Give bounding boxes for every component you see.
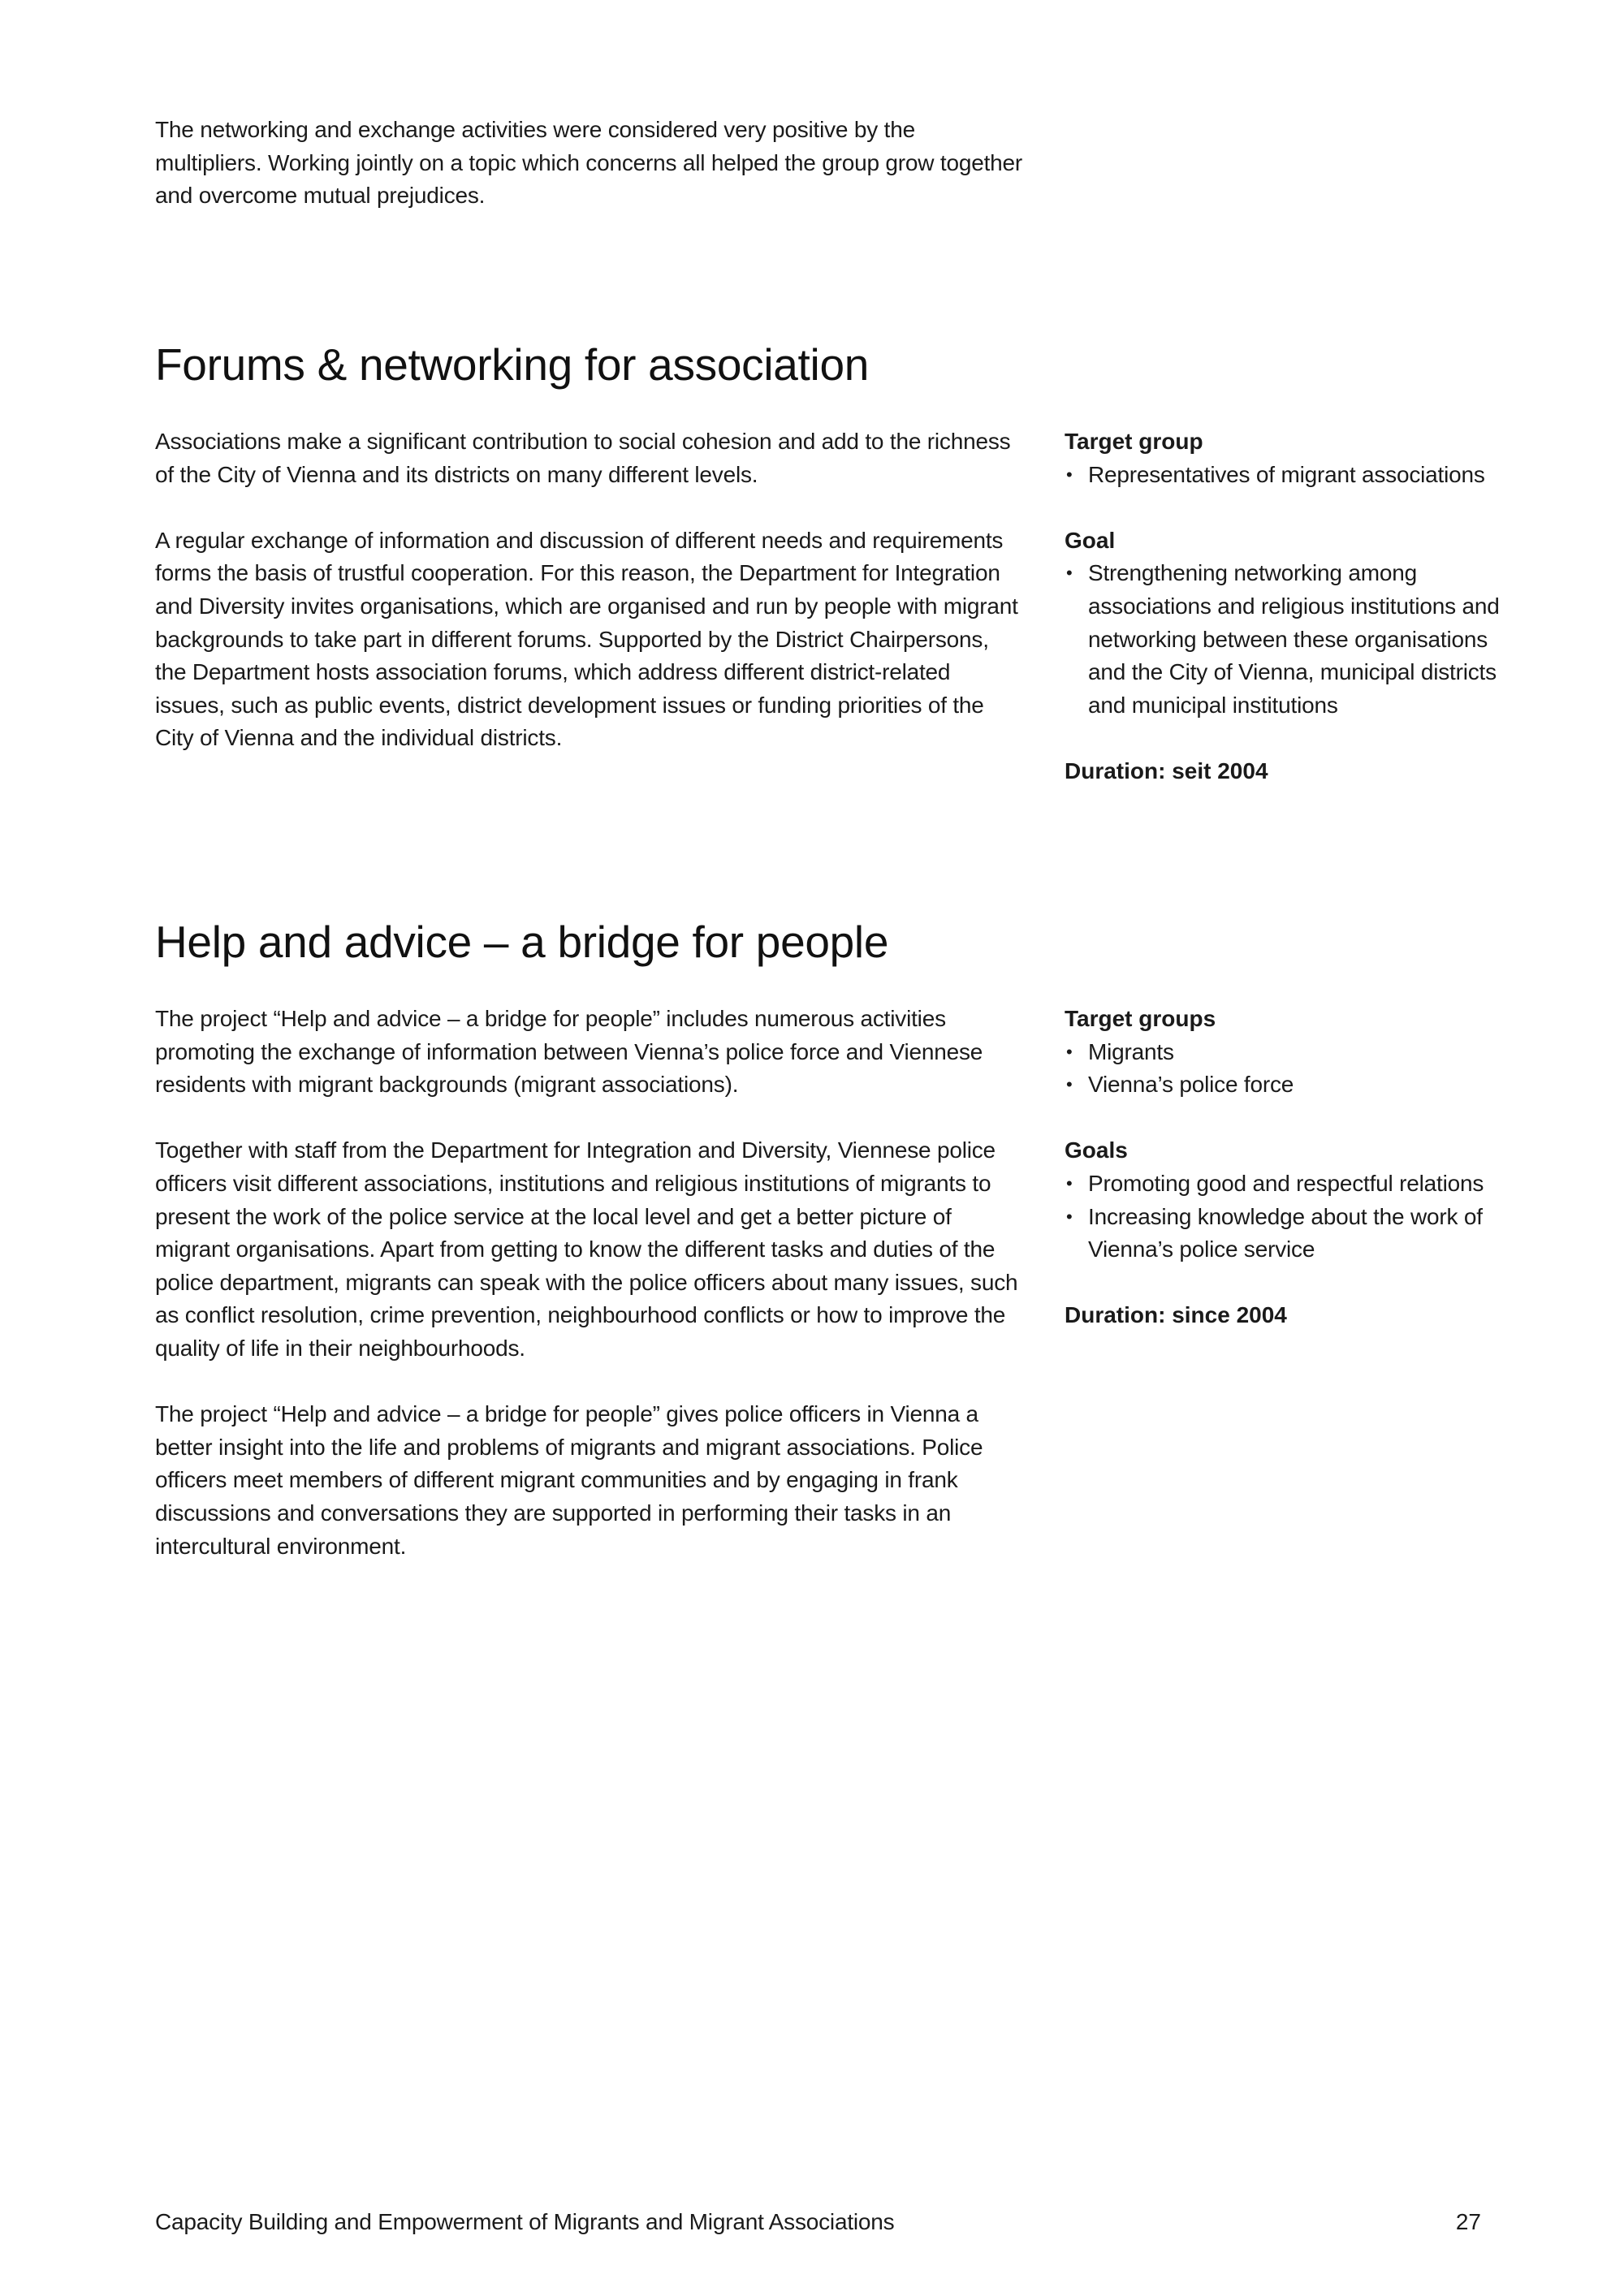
goal-list [1065,557,1503,722]
list-item-text: Vienna’s police force [1088,1072,1294,1098]
body-paragraph: The project “Help and advice – a bridge for people” includes numerous activities promoting the exchange of information between Vienna’s police force and Viennese residents with migrant backgrounds (migrant associations). [155,1006,983,1098]
section-help-sidebar [1065,1003,1503,1332]
section-forums-body [155,425,1024,755]
list-item [1065,1201,1503,1267]
section-help-body [155,1003,1024,1563]
body-paragraph: The project “Help and advice – a bridge for people” gives police officers in Vienna a better insight into the life and problems of migrants and migrant associations. Police officers meet members of different migrant communities and by engaging in frank discussions and conversations they are supported in performing their tasks in an intercultural environment. [155,1401,983,1559]
body-paragraph: A regular exchange of information and discussion of different needs and requirements forms the basis of trustful cooperation. For this reason, the Department for Integration and Diversity invites organisations, which are organised and run by people with migrant backgrounds to take part in different forums. Supported by the District Chairpersons, the Department hosts association forums, which address different district-related issues, such as public events, district development issues or funding priorities of the City of Vienna and the individual districts. [155,527,1018,751]
target-groups-label: Target groups [1065,1006,1216,1031]
duration-text: Duration: since 2004 [1065,1302,1287,1328]
bullet-icon: • [1066,1074,1073,1095]
goals-list [1065,1167,1503,1267]
section-forums-sidebar [1065,425,1503,788]
body-paragraph: Associations make a significant contribution to social cohesion and add to the richness of the City of Vienna and its districts on many different levels. [155,429,1011,487]
list-item [1065,459,1503,492]
footer-title: Capacity Building and Empowerment of Migrants and Migrant Associations [155,2209,895,2234]
intro-block [155,114,1024,213]
intro-paragraph: The networking and exchange activities were considered very positive by the multipliers. Working jointly on a topic which concerns all helped the group grow together and overcome mutual prejudices. [155,117,1023,209]
list-item [1065,1068,1503,1102]
section-title-help-advice: Help and advice – a bridge for people [155,917,889,967]
target-groups-list [1065,1036,1503,1102]
bullet-icon: • [1066,1172,1073,1193]
list-item-text: Representatives of migrant associations [1088,461,1485,487]
goals-block [1065,1134,1503,1266]
duration-block [1065,755,1503,788]
target-group-block [1065,425,1503,491]
goal-label: Goal [1065,527,1116,553]
list-item-text: Strengthening networking among associations and religious institutions and networking between these organisations and the City of Vienna, municipal districts and municipal institutions [1088,560,1500,718]
bullet-icon: • [1066,464,1073,485]
bullet-icon: • [1066,1041,1073,1062]
goal-block [1065,524,1503,723]
bullet-icon: • [1066,563,1073,584]
target-group-list [1065,459,1503,492]
target-group-label: Target group [1065,429,1203,454]
list-item [1065,1036,1503,1069]
goals-label: Goals [1065,1137,1128,1163]
body-paragraph: Together with staff from the Department for Integration and Diversity, Viennese police officers visit different associations, institutions and religious institutions of migrants to present the work of the police service at the local level and get a better picture of migrant organisations. Apart from getting to know the different tasks and duties of the police department, migrants can speak with the police officers about many issues, such as conflict resolution, crime prevention, neighbourhood conflicts or how to improve the quality of life in their neighbourhoods. [155,1137,1018,1361]
list-item-text: Increasing knowledge about the work of Vienna’s police service [1088,1203,1483,1262]
target-groups-block [1065,1003,1503,1102]
list-item [1065,557,1503,722]
list-item [1065,1167,1503,1201]
page-number: 27 [1455,2209,1481,2234]
section-title-forums: Forums & networking for association [155,339,870,390]
duration-block [1065,1299,1503,1332]
list-item-text: Migrants [1088,1038,1174,1064]
list-item-text: Promoting good and respectful relations [1088,1170,1484,1196]
bullet-icon: • [1066,1206,1073,1227]
duration-text: Duration: seit 2004 [1065,757,1268,783]
